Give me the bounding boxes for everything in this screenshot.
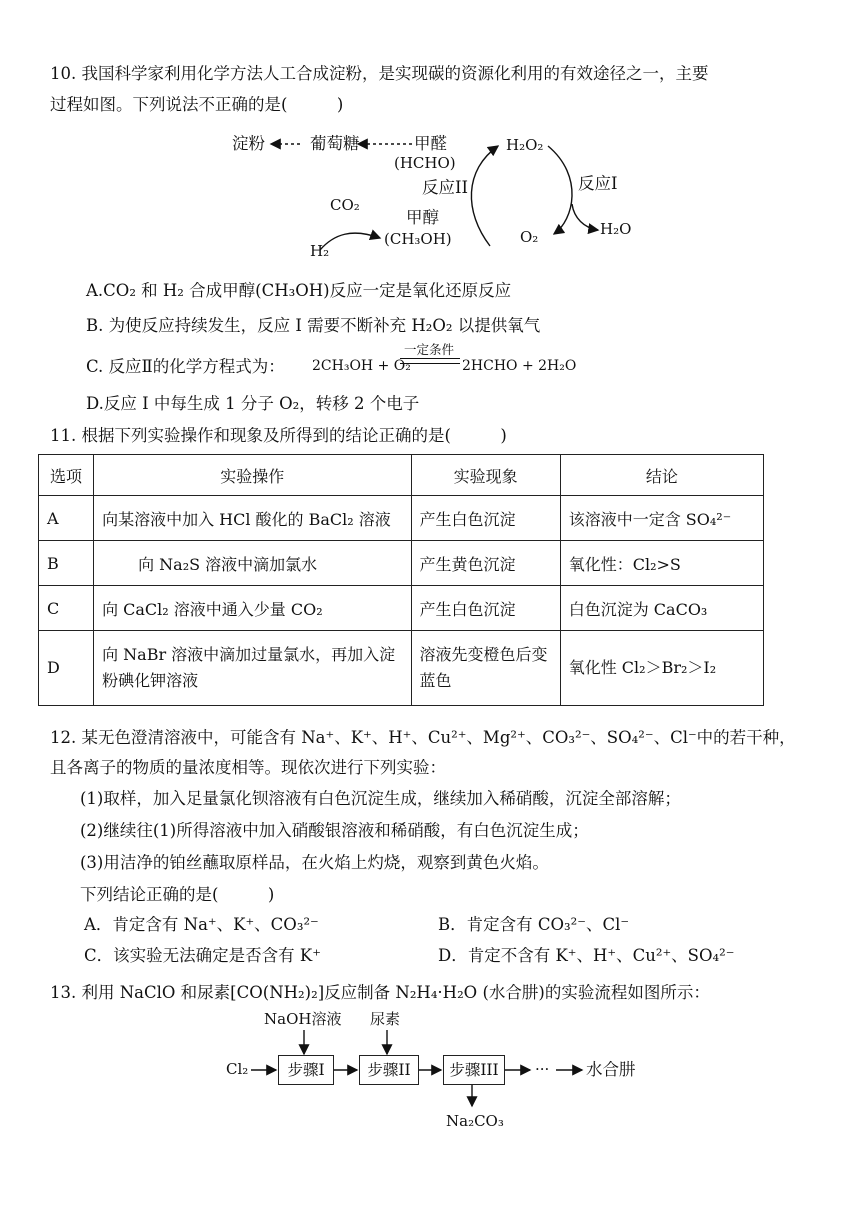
row-c-option: C bbox=[39, 586, 94, 631]
label-methanol: 甲醇 bbox=[406, 208, 439, 227]
box-step1: 步骤I bbox=[278, 1055, 334, 1085]
row-c-operation: 向 CaCl₂ 溶液中通入少量 CO₂ bbox=[94, 586, 411, 631]
q12-step1: (1)取样，加入足量氯化钡溶液有白色沉淀生成，继续加入稀硝酸，沉淀全部溶解； bbox=[80, 789, 681, 808]
row-b-phenomenon: 产生黄色沉淀 bbox=[411, 541, 560, 586]
row-b-option: B bbox=[39, 541, 94, 586]
box-step2: 步骤II bbox=[359, 1055, 419, 1085]
q12-stem-line2: 且各离子的物质的量浓度相等。现依次进行下列实验： bbox=[50, 758, 446, 777]
q12-step3: (3)用洁净的铂丝蘸取原样品，在火焰上灼烧，观察到黄色火焰。 bbox=[80, 853, 549, 872]
row-d-conclusion: 氧化性 Cl₂＞Br₂＞I₂ bbox=[560, 631, 763, 706]
row-b-conclusion: 氧化性：Cl₂>S bbox=[560, 541, 763, 586]
q12-question: 下列结论正确的是( ) bbox=[80, 885, 275, 904]
label-cl2: Cl₂ bbox=[226, 1060, 249, 1078]
q10-stem-line2: 过程如图。下列说法不正确的是( ) bbox=[50, 95, 344, 114]
q10-stem-line1: 10. 我国科学家利用化学方法人工合成淀粉，是实现碳的资源化利用的有效途径之一，主要 bbox=[50, 64, 709, 83]
q10-option-c-right: 2HCHO + 2H₂O bbox=[462, 358, 577, 374]
q10-option-a: A.CO₂ 和 H₂ 合成甲醇(CH₃OH)反应一定是氧化还原反应 bbox=[86, 281, 512, 300]
row-c-phenomenon: 产生白色沉淀 bbox=[411, 586, 560, 631]
label-co2: CO₂ bbox=[330, 196, 360, 214]
label-reaction1: 反应I bbox=[578, 174, 618, 193]
row-a-operation: 向某溶液中加入 HCl 酸化的 BaCl₂ 溶液 bbox=[94, 496, 411, 541]
header-conclusion: 结论 bbox=[560, 455, 763, 496]
label-h2o: H₂O bbox=[600, 220, 632, 238]
label-urea: 尿素 bbox=[370, 1010, 401, 1028]
row-d-option: D bbox=[39, 631, 94, 706]
q10-option-c-prefix: C. 反应Ⅱ的化学方程式为： bbox=[86, 357, 285, 376]
q12-stem-line1: 12. 某无色澄清溶液中，可能含有 Na⁺、K⁺、H⁺、Cu²⁺、Mg²⁺、CO₃²⁻、SO₄²⁻、Cl⁻中的若干种， bbox=[50, 728, 796, 747]
label-glucose: 葡萄糖 bbox=[310, 134, 360, 153]
q10-option-c-condition: 一定条件 bbox=[404, 342, 455, 357]
row-a-phenomenon: 产生白色沉淀 bbox=[411, 496, 560, 541]
label-naoh: NaOH溶液 bbox=[264, 1010, 342, 1028]
label-h2o2: H₂O₂ bbox=[506, 136, 544, 154]
label-dots: ··· bbox=[535, 1060, 550, 1078]
row-d-phenomenon: 溶液先变橙色后变蓝色 bbox=[411, 631, 560, 706]
row-a-option: A bbox=[39, 496, 94, 541]
label-formaldehyde: 甲醛 bbox=[414, 134, 447, 153]
q13-stem: 13. 利用 NaClO 和尿素[CO(NH₂)₂]反应制备 N₂H₄·H₂O (水合肼)的实验流程如图所示： bbox=[50, 983, 710, 1002]
label-methanol-formula: (CH₃OH) bbox=[384, 230, 452, 248]
q10-option-c-left: 2CH₃OH + O₂ bbox=[312, 358, 411, 374]
row-a-conclusion: 该溶液中一定含 SO₄²⁻ bbox=[560, 496, 763, 541]
q10-option-d: D.反应 I 中每生成 1 分子 O₂，转移 2 个电子 bbox=[86, 394, 420, 413]
q12-option-d: D．肯定不含有 K⁺、H⁺、Cu²⁺、SO₄²⁻ bbox=[438, 946, 735, 965]
row-c-conclusion: 白色沉淀为 CaCO₃ bbox=[560, 586, 763, 631]
header-option: 选项 bbox=[39, 455, 94, 496]
header-operation: 实验操作 bbox=[94, 455, 411, 496]
label-o2: O₂ bbox=[520, 228, 539, 246]
label-na2co3: Na₂CO₃ bbox=[446, 1112, 504, 1130]
label-h2: H₂ bbox=[310, 242, 330, 260]
row-d-operation: 向 NaBr 溶液中滴加过量氯水，再加入淀粉碘化钾溶液 bbox=[94, 631, 411, 706]
label-formaldehyde-formula: (HCHO) bbox=[394, 154, 456, 172]
label-product: 水合肼 bbox=[586, 1060, 636, 1079]
q12-step2: (2)继续往(1)所得溶液中加入硝酸银溶液和稀硝酸，有白色沉淀生成； bbox=[80, 821, 589, 840]
q12-option-b: B．肯定含有 CO₃²⁻、Cl⁻ bbox=[438, 915, 630, 934]
q11-stem: 11. 根据下列实验操作和现象及所得到的结论正确的是( ) bbox=[50, 426, 507, 445]
q12-option-c: C．该实验无法确定是否含有 K⁺ bbox=[84, 946, 321, 965]
box-step3: 步骤III bbox=[443, 1055, 505, 1085]
row-b-operation: 向 Na₂S 溶液中滴加氯水 bbox=[94, 541, 411, 586]
label-starch: 淀粉 bbox=[232, 134, 265, 153]
q12-option-a: A．肯定含有 Na⁺、K⁺、CO₃²⁻ bbox=[84, 915, 319, 934]
q10-option-b: B. 为使反应持续发生，反应 I 需要不断补充 H₂O₂ 以提供氧气 bbox=[86, 316, 541, 335]
header-phenomenon: 实验现象 bbox=[411, 455, 560, 496]
label-reaction2: 反应II bbox=[422, 178, 469, 197]
